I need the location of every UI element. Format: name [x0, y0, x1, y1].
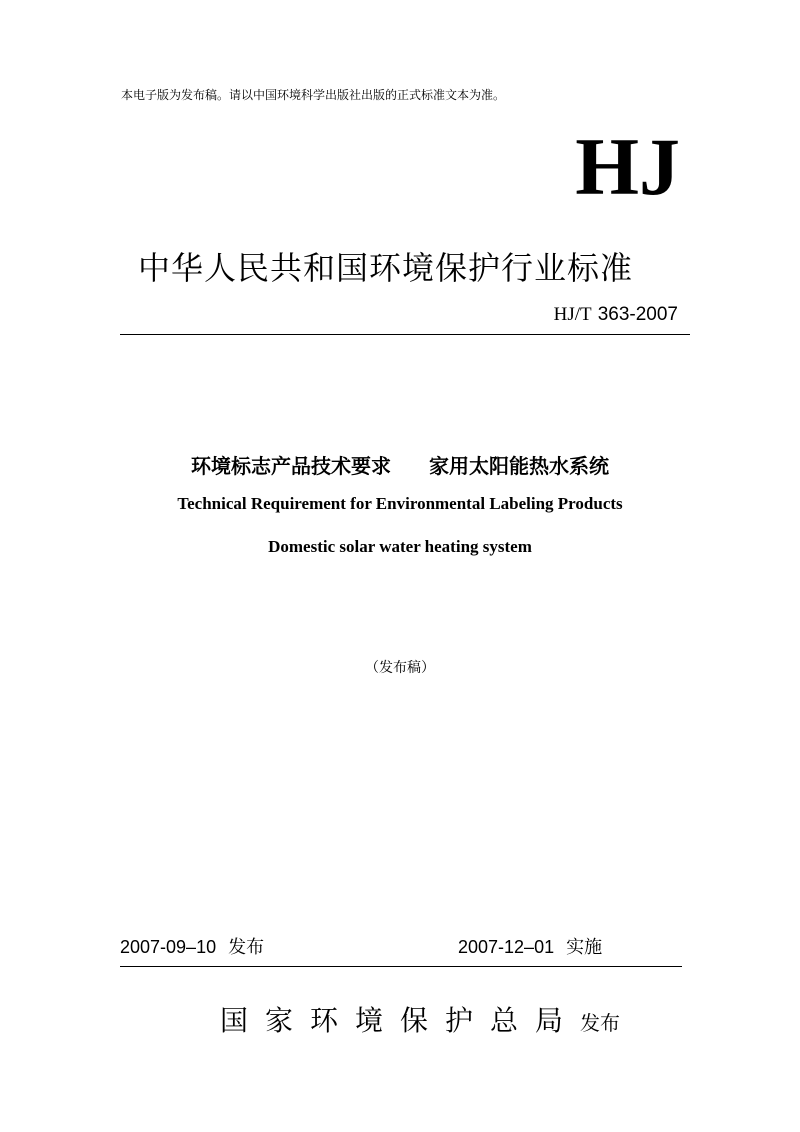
standard-org-title: 中华人民共和国环境保护行业标准 [138, 249, 634, 287]
publication-notice: 本电子版为发布稿。请以中国环境科学出版社出版的正式标准文本为准。 [121, 88, 506, 102]
title-english-line1: Technical Requirement for Environmental Labeling Products [177, 494, 623, 513]
title-chinese [0, 450, 800, 479]
standard-number-prefix: HJ/T [553, 304, 592, 325]
title-english-line2: Domestic solar water heating system [268, 537, 532, 556]
bottom-divider [120, 966, 682, 967]
issue-date-line [120, 933, 264, 959]
issuing-authority [220, 999, 620, 1039]
hj-logo: HJ [575, 121, 680, 212]
implement-date: 2007-12–01 [458, 937, 555, 957]
issuer-word: 发布 [580, 1011, 621, 1035]
issue-word: 发布 [228, 937, 265, 958]
standard-number-value: 363-2007 [597, 304, 678, 325]
implement-word: 实施 [566, 937, 603, 958]
issue-date: 2007-09–10 [120, 937, 217, 957]
top-divider [120, 334, 690, 335]
implement-date-line [458, 933, 602, 959]
draft-note: （发布稿） [365, 660, 435, 676]
standard-number [554, 303, 678, 326]
title-chinese-part1: 环境标志产品技术要求 [191, 454, 391, 478]
issuer-org: 国家环境保护总局 [220, 1004, 581, 1037]
title-chinese-part2: 家用太阳能热水系统 [429, 454, 609, 478]
